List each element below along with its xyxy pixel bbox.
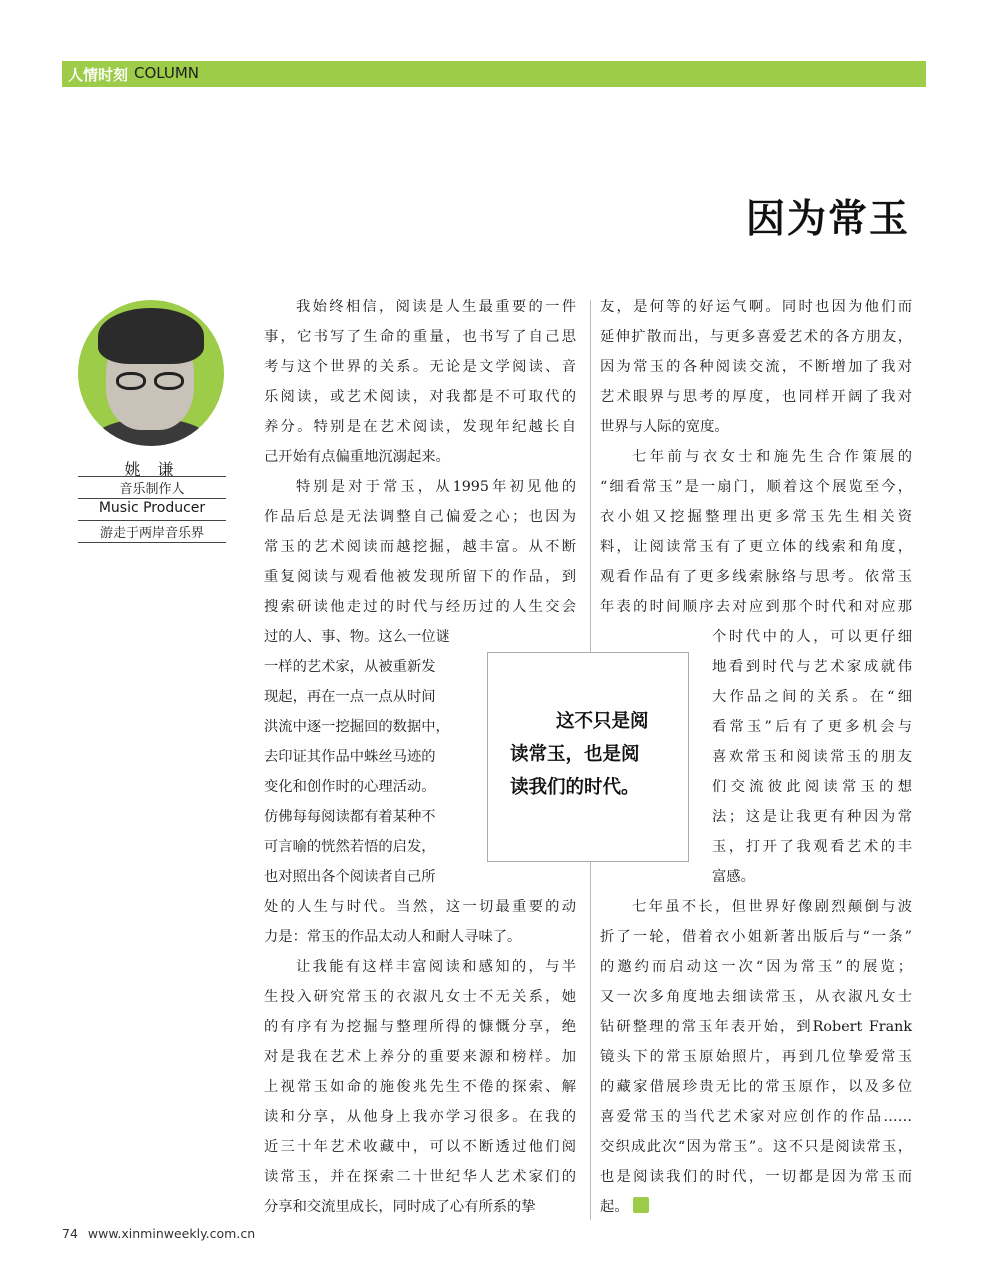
paragraph-line: 搜索研读他走过的时代与经历过的人生交会 bbox=[264, 599, 576, 615]
paragraph-line: 处的人生与时代。当然，这一切最重要的动 bbox=[264, 899, 576, 915]
paragraph-line: 世界与人际的宽度。 bbox=[600, 419, 729, 435]
avatar-glasses-shape bbox=[116, 372, 186, 390]
paragraph-line: 地看到时代与艺术家成就伟 bbox=[712, 659, 912, 675]
section-name: 人情时刻 bbox=[68, 66, 129, 84]
paragraph-line: 养分。特别是在艺术阅读，发现年纪越长自 bbox=[264, 419, 576, 435]
author-role-en: Music Producer bbox=[98, 500, 206, 516]
paragraph-line: 重复阅读与观看他被发现所留下的作品，到 bbox=[264, 569, 576, 585]
author-tagline: 游走于两岸音乐界 bbox=[99, 526, 204, 541]
website-url: www.xinminweekly.com.cn bbox=[87, 1226, 256, 1241]
paragraph-line: 富感。 bbox=[712, 869, 755, 885]
paragraph-line: “细看常玉”是一扇门，顺着这个展览至今， bbox=[600, 479, 912, 495]
article-title: 因为常玉 bbox=[745, 196, 910, 242]
paragraph-line: 七年前与衣女士和施先生合作策展的 bbox=[632, 449, 912, 465]
pull-quote-line: 读我们的时代。 bbox=[510, 777, 640, 798]
paragraph-line: 己开始有点偏重地沉溺起来。 bbox=[264, 449, 450, 465]
pull-quote-line: 这不只是阅 bbox=[556, 711, 649, 732]
pull-quote-box bbox=[487, 652, 689, 862]
paragraph-line: 又一次多角度地去细读常玉，从衣淑凡女士 bbox=[600, 989, 912, 1005]
paragraph-line: 法；这是让我更有种因为常 bbox=[712, 809, 912, 825]
paragraph-line: 喜爱常玉的当代艺术家对应创作的作品…… bbox=[600, 1109, 912, 1125]
paragraph-line: 对是我在艺术上养分的重要来源和榜样。加 bbox=[264, 1049, 576, 1065]
paragraph-line: 折了一轮，借着衣小姐新著出版后与“一条” bbox=[600, 929, 912, 945]
author-divider bbox=[78, 520, 226, 521]
paragraph-line: 起。 bbox=[600, 1197, 912, 1217]
paragraph-line: 看常玉”后有了更多机会与 bbox=[712, 719, 912, 735]
paragraph-line: 衣小姐又挖掘整理出更多常玉先生相关资 bbox=[600, 509, 912, 525]
paragraph-line: 生投入研究常玉的衣淑凡女士不无关系，她 bbox=[264, 989, 576, 1005]
page-number: 74 bbox=[62, 1226, 78, 1241]
paragraph-line: 也对照出各个阅读者自己所 bbox=[264, 869, 436, 885]
paragraph-line: 去印证其作品中蛛丝马迹的 bbox=[264, 749, 436, 765]
paragraph-line: 大作品之间的关系。在“细 bbox=[712, 689, 912, 705]
paragraph-line: 仿佛每每阅读都有着某种不 bbox=[264, 809, 436, 825]
paragraph-line: 镜头下的常玉原始照片，再到几位挚爱常玉 bbox=[600, 1049, 912, 1065]
paragraph-line: 让我能有这样丰富阅读和感知的，与半 bbox=[296, 959, 576, 975]
paragraph-line: 的有序有为挖掘与整理所得的慷慨分享，绝 bbox=[264, 1019, 576, 1035]
avatar-hat-shape bbox=[98, 308, 204, 364]
paragraph-line: 现起，再在一点一点从时间 bbox=[264, 689, 436, 705]
paragraph-line: 上视常玉如命的施俊兆先生不倦的探索、解 bbox=[264, 1079, 576, 1095]
paragraph-line: 常玉的艺术阅读而越挖掘，越丰富。从不断 bbox=[264, 539, 576, 555]
paragraph-line: 个时代中的人，可以更仔细 bbox=[712, 629, 912, 645]
paragraph-line: 读和分享，从他身上我亦学习很多。在我的 bbox=[264, 1109, 576, 1125]
paragraph-line: 友，是何等的好运气啊。同时也因为他们而 bbox=[600, 299, 912, 315]
pull-quote-line: 读常玉，也是阅 bbox=[510, 744, 640, 765]
paragraph-line: 事，它书写了生命的重量，也书写了自己思 bbox=[264, 329, 576, 345]
paragraph-line: 一样的艺术家，从被重新发 bbox=[264, 659, 436, 675]
paragraph-line: 特别是对于常玉，从1995年初见他的 bbox=[296, 479, 576, 495]
paragraph-line: 因为常玉的各种阅读交流，不断增加了我对 bbox=[600, 359, 912, 375]
paragraph-line: 玉，打开了我观看艺术的丰 bbox=[712, 839, 912, 855]
paragraph-line: 读常玉，并在探索二十世纪华人艺术家们的 bbox=[264, 1169, 576, 1185]
author-role: 音乐制作人 bbox=[119, 482, 185, 497]
paragraph-line: 七年虽不长，但世界好像剧烈颠倒与波 bbox=[632, 899, 912, 915]
paragraph-line: 料，让阅读常玉有了更立体的线索和角度， bbox=[600, 539, 912, 555]
author-divider bbox=[78, 542, 226, 543]
paragraph-line: 乐阅读，或艺术阅读，对我都是不可取代的 bbox=[264, 389, 576, 405]
paragraph-line: 我始终相信，阅读是人生最重要的一件 bbox=[296, 299, 576, 315]
paragraph-line: 力是：常玉的作品太动人和耐人寻味了。 bbox=[264, 929, 522, 945]
end-mark-icon bbox=[633, 1197, 649, 1213]
paragraph-line: 的邀约而启动这一次“因为常玉”的展览； bbox=[600, 959, 912, 975]
paragraph-line: 延伸扩散而出，与更多喜爱艺术的各方朋友， bbox=[600, 329, 912, 345]
paragraph-line: 分享和交流里成长，同时成了心有所系的挚 bbox=[264, 1199, 536, 1215]
paragraph-line: 钻研整理的常玉年表开始，到Robert Frank bbox=[600, 1019, 912, 1035]
section-header-bar bbox=[62, 61, 926, 87]
paragraph-line: 喜欢常玉和阅读常玉的朋友 bbox=[712, 749, 912, 765]
paragraph-line: 近三十年艺术收藏中，可以不断透过他们阅 bbox=[264, 1139, 576, 1155]
author-name: 姚 谦 bbox=[124, 460, 180, 479]
paragraph-line: 的藏家借展珍贵无比的常玉原作，以及多位 bbox=[600, 1079, 912, 1095]
paragraph-line: 作品后总是无法调整自己偏爱之心；也因为 bbox=[264, 509, 576, 525]
section-label: COLUMN bbox=[134, 64, 200, 82]
paragraph-line: 考与这个世界的关系。无论是文学阅读、音 bbox=[264, 359, 576, 375]
page-footer bbox=[62, 1226, 255, 1241]
paragraph-line: 交织成此次“因为常玉”。这不只是阅读常玉， bbox=[600, 1139, 912, 1155]
paragraph-line: 观看作品有了更多线索脉络与思考。依常玉 bbox=[600, 569, 912, 585]
paragraph-line: 过的人、事、物。这么一位谜 bbox=[264, 629, 450, 645]
pull-quote bbox=[510, 705, 670, 804]
paragraph-line: 变化和创作时的心理活动。 bbox=[264, 779, 436, 795]
paragraph-line: 也是阅读我们的时代，一切都是因为常玉而 bbox=[600, 1169, 912, 1185]
paragraph-line: 可言喻的恍然若悟的启发， bbox=[264, 839, 436, 855]
paragraph-line: 年表的时间顺序去对应到那个时代和对应那 bbox=[600, 599, 912, 615]
paragraph-line: 们交流彼此阅读常玉的想 bbox=[712, 779, 912, 795]
author-divider bbox=[78, 498, 226, 499]
author-avatar bbox=[78, 300, 224, 446]
paragraph-line: 洪流中逐一挖掘回的数据中， bbox=[264, 719, 450, 735]
paragraph-line: 艺术眼界与思考的厚度，也同样开阔了我对 bbox=[600, 389, 912, 405]
author-divider bbox=[78, 476, 226, 477]
